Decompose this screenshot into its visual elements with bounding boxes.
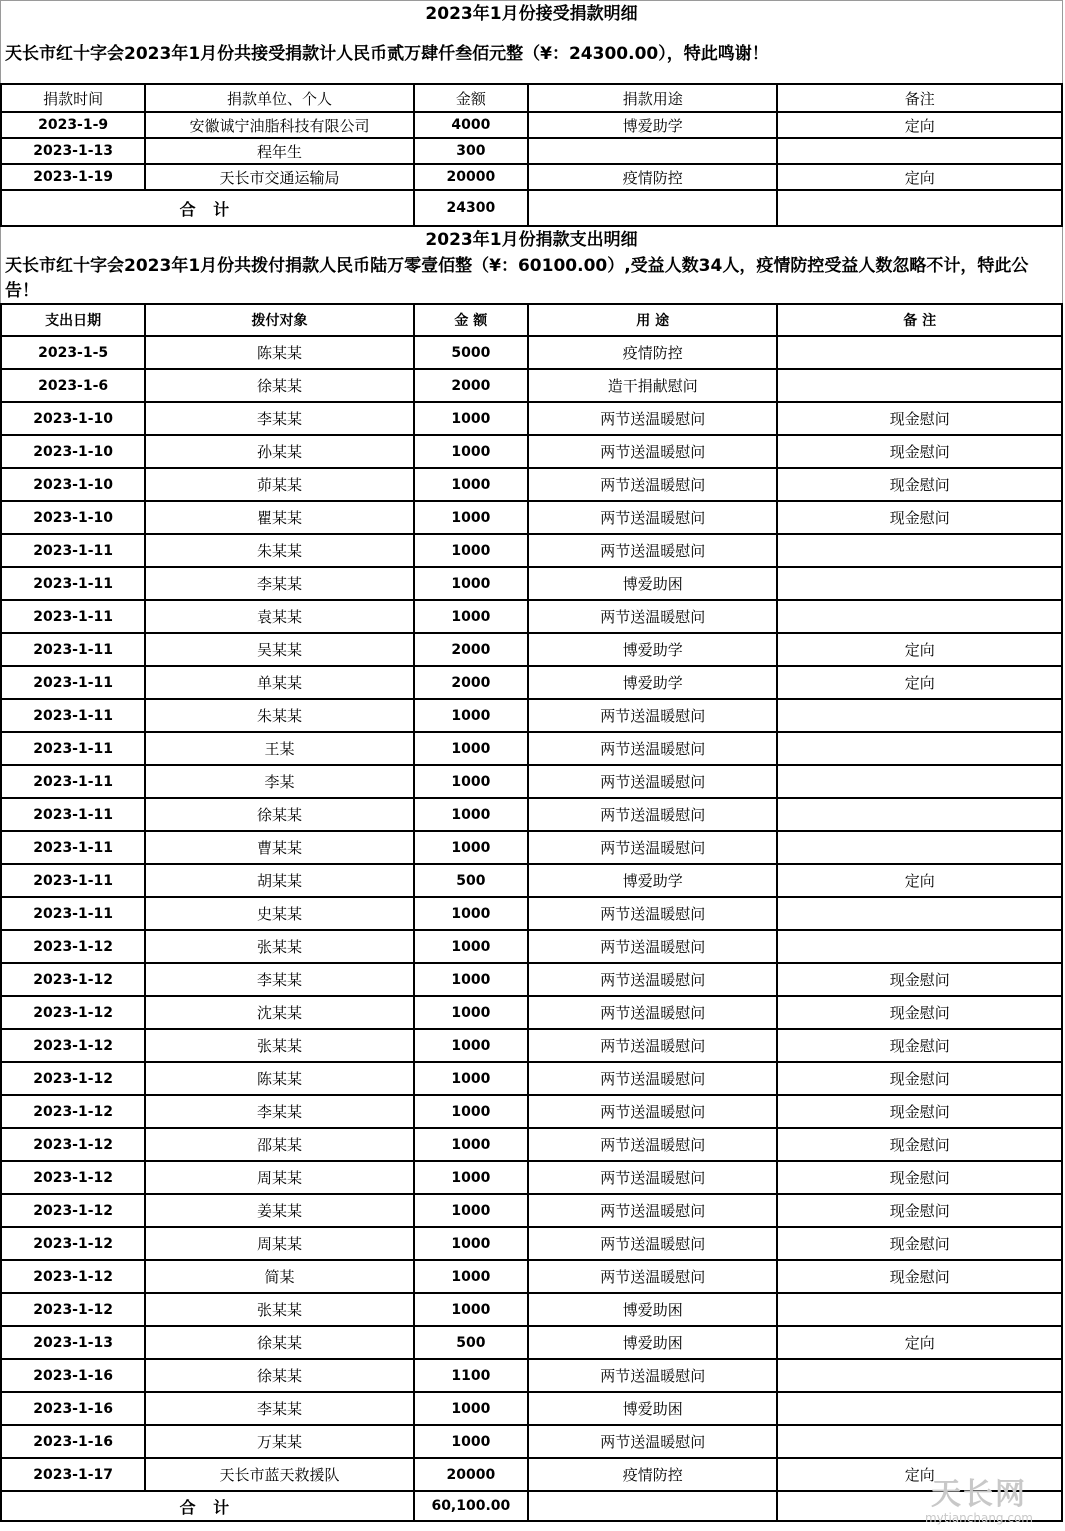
table-cell: 周某某 [145,1227,414,1260]
table-cell: 2023-1-6 [1,369,145,402]
table-cell: 李某某 [145,1392,414,1425]
table-cell: 张某某 [145,1293,414,1326]
table-cell: 1000 [414,534,528,567]
table-row [1,996,1062,1029]
table-cell: 20000 [414,164,528,190]
table-cell: 2023-1-12 [1,996,145,1029]
table-cell: 2023-1-16 [1,1425,145,1458]
table-cell: 1000 [414,930,528,963]
table-row [1,534,1062,567]
table-row [1,1095,1062,1128]
header-cell: 备注 [777,84,1062,112]
table-cell: 两节送温暖慰问 [528,1194,777,1227]
table-cell: 1000 [414,1128,528,1161]
table-cell: 现金慰问 [777,1194,1062,1227]
table-cell: 两节送温暖慰问 [528,996,777,1029]
table-cell: 2023-1-12 [1,1260,145,1293]
table-cell: 博爱助学 [528,666,777,699]
table-cell: 2023-1-11 [1,666,145,699]
table-cell: 疫情防控 [528,336,777,369]
table-cell: 疫情防控 [528,1458,777,1491]
header-cell: 用 途 [528,304,777,336]
received-table [0,83,1063,227]
table-row [1,1029,1062,1062]
table-cell [777,1359,1062,1392]
table-cell: 1000 [414,1227,528,1260]
table-cell: 2023-1-13 [1,138,145,164]
table-cell: 1000 [414,567,528,600]
table-cell: 李某某 [145,963,414,996]
table-cell: 两节送温暖慰问 [528,1062,777,1095]
table-row [1,600,1062,633]
table-cell: 2023-1-11 [1,534,145,567]
table-cell: 朱某某 [145,699,414,732]
table-cell: 1000 [414,1062,528,1095]
table-cell: 2023-1-12 [1,1062,145,1095]
header-cell: 捐款单位、个人 [145,84,414,112]
table-cell [777,534,1062,567]
table-cell: 两节送温暖慰问 [528,1227,777,1260]
table-cell: 两节送温暖慰问 [528,1128,777,1161]
table-cell: 茆某某 [145,468,414,501]
table-cell: 1000 [414,963,528,996]
table-cell [777,1293,1062,1326]
table-cell: 1100 [414,1359,528,1392]
table-row [1,138,1062,164]
table-cell: 现金慰问 [777,435,1062,468]
table-row [1,732,1062,765]
table-cell: 现金慰问 [777,1260,1062,1293]
table-row [1,666,1062,699]
table-cell: 现金慰问 [777,1095,1062,1128]
table-cell: 2023-1-5 [1,336,145,369]
table-cell [777,336,1062,369]
table-cell: 2023-1-11 [1,765,145,798]
table-cell: 周某某 [145,1161,414,1194]
table-cell: 2023-1-16 [1,1359,145,1392]
table-row [1,864,1062,897]
table-cell: 两节送温暖慰问 [528,831,777,864]
table-cell: 1000 [414,996,528,1029]
table-cell: 吴某某 [145,633,414,666]
table-cell: 两节送温暖慰问 [528,534,777,567]
table-cell: 2023-1-11 [1,699,145,732]
header-cell: 备 注 [777,304,1062,336]
table-cell: 博爱助困 [528,567,777,600]
table-cell: 现金慰问 [777,501,1062,534]
table-cell: 胡某某 [145,864,414,897]
table-cell: 张某某 [145,930,414,963]
table-cell: 1000 [414,468,528,501]
table-cell: 1000 [414,1293,528,1326]
table-cell [777,1425,1062,1458]
table-cell [777,138,1062,164]
table-cell: 500 [414,1326,528,1359]
table-cell: 瞿某某 [145,501,414,534]
table-cell [777,369,1062,402]
header-cell: 金额 [414,84,528,112]
table-cell: 陈某某 [145,1062,414,1095]
table-cell: 1000 [414,501,528,534]
table-cell: 邵某某 [145,1128,414,1161]
table-row [1,336,1062,369]
table-cell: 两节送温暖慰问 [528,963,777,996]
table-row [1,963,1062,996]
table-row [1,402,1062,435]
table-cell: 4000 [414,112,528,138]
table-cell [777,1392,1062,1425]
table-cell: 1000 [414,1425,528,1458]
table-cell: 2023-1-19 [1,164,145,190]
table-cell: 500 [414,864,528,897]
header-cell: 拨付对象 [145,304,414,336]
table-cell: 2023-1-11 [1,732,145,765]
table-cell: 李某 [145,765,414,798]
table-row [1,1392,1062,1425]
table-row [1,1293,1062,1326]
table-cell: 沈某某 [145,996,414,1029]
table-cell [777,930,1062,963]
received-total-row [1,190,1062,226]
table-cell: 2023-1-11 [1,831,145,864]
table-cell: 两节送温暖慰问 [528,699,777,732]
received-header-row [1,84,1062,112]
table-cell: 两节送温暖慰问 [528,765,777,798]
total-amount: 24300 [414,190,528,226]
table-cell: 袁某某 [145,600,414,633]
table-cell: 现金慰问 [777,1161,1062,1194]
empty-cell [777,190,1062,226]
table-row [1,633,1062,666]
table-cell: 王某 [145,732,414,765]
table-cell: 博爱助困 [528,1326,777,1359]
table-cell: 博爱助困 [528,1293,777,1326]
table-cell: 现金慰问 [777,1062,1062,1095]
table-row [1,765,1062,798]
table-cell: 定向 [777,1326,1062,1359]
table-cell: 徐某某 [145,1326,414,1359]
table-cell: 疫情防控 [528,164,777,190]
table-cell: 1000 [414,402,528,435]
table-row [1,567,1062,600]
table-cell: 2023-1-9 [1,112,145,138]
table-cell: 天长市蓝天救援队 [145,1458,414,1491]
table-cell: 2023-1-10 [1,435,145,468]
table-cell: 1000 [414,831,528,864]
table-cell: 两节送温暖慰问 [528,1095,777,1128]
table-cell: 1000 [414,1392,528,1425]
table-cell: 现金慰问 [777,1227,1062,1260]
table-cell: 天长市交通运输局 [145,164,414,190]
table-cell: 现金慰问 [777,468,1062,501]
table-cell: 2023-1-12 [1,930,145,963]
table-cell: 20000 [414,1458,528,1491]
table-cell: 孙某某 [145,435,414,468]
table-cell: 两节送温暖慰问 [528,1425,777,1458]
table-cell: 定向 [777,666,1062,699]
table-cell: 徐某某 [145,798,414,831]
table-cell: 简某 [145,1260,414,1293]
table-cell: 定向 [777,633,1062,666]
table-row [1,369,1062,402]
watermark-url: mytianchang.com [924,1511,1033,1525]
table-cell: 2023-1-11 [1,798,145,831]
table-cell: 2000 [414,633,528,666]
table-cell: 造干捐献慰问 [528,369,777,402]
table-cell: 李某某 [145,567,414,600]
table-cell: 博爱助学 [528,633,777,666]
table-cell: 1000 [414,897,528,930]
table-row [1,1326,1062,1359]
table-row [1,501,1062,534]
table-cell: 陈某某 [145,336,414,369]
table-cell: 曹某某 [145,831,414,864]
table-row [1,164,1062,190]
table-cell: 2023-1-10 [1,501,145,534]
total-label: 合 计 [1,190,414,226]
table-cell: 1000 [414,798,528,831]
site-watermark [899,1479,1059,1525]
table-cell: 两节送温暖慰问 [528,600,777,633]
table-cell: 朱某某 [145,534,414,567]
table-cell: 2023-1-12 [1,1293,145,1326]
table-cell: 2023-1-11 [1,567,145,600]
table-row [1,1425,1062,1458]
expenses-header-row [1,304,1062,336]
table-cell: 2023-1-12 [1,1161,145,1194]
expenses-title: 2023年1月份捐款支出明细 [0,227,1063,253]
header-cell: 金 额 [414,304,528,336]
table-cell: 1000 [414,765,528,798]
table-row [1,1128,1062,1161]
table-cell: 定向 [777,164,1062,190]
table-row [1,1359,1062,1392]
table-cell: 定向 [777,112,1062,138]
empty-cell [528,190,777,226]
table-cell: 1000 [414,600,528,633]
table-row [1,1161,1062,1194]
table-cell: 现金慰问 [777,1029,1062,1062]
table-row [1,930,1062,963]
table-cell: 两节送温暖慰问 [528,468,777,501]
received-notice: 天长市红十字会2023年1月份共接受捐款计人民币贰万肆仟叁佰元整（¥：24300.00），特此鸣谢！ [0,26,1063,83]
table-cell: 两节送温暖慰问 [528,1029,777,1062]
table-cell: 2000 [414,369,528,402]
table-cell: 姜某某 [145,1194,414,1227]
table-cell: 2023-1-13 [1,1326,145,1359]
table-cell: 万某某 [145,1425,414,1458]
header-cell: 支出日期 [1,304,145,336]
table-cell [777,798,1062,831]
table-cell: 1000 [414,1095,528,1128]
table-cell: 2023-1-12 [1,1227,145,1260]
table-cell: 程年生 [145,138,414,164]
table-cell: 2023-1-11 [1,897,145,930]
table-cell: 徐某某 [145,1359,414,1392]
table-cell: 两节送温暖慰问 [528,1260,777,1293]
header-cell: 捐款时间 [1,84,145,112]
table-cell: 两节送温暖慰问 [528,1359,777,1392]
table-cell: 2023-1-12 [1,1029,145,1062]
table-cell: 张某某 [145,1029,414,1062]
table-cell: 徐某某 [145,369,414,402]
total-label: 合 计 [1,1491,414,1521]
table-cell: 2023-1-12 [1,1194,145,1227]
table-cell: 2023-1-12 [1,1095,145,1128]
table-cell: 300 [414,138,528,164]
expenses-notice: 天长市红十字会2023年1月份共拨付捐款人民币陆万零壹佰整（¥：60100.00）,受益人数34人，疫情防控受益人数忽略不计，特此公告！ [0,253,1063,303]
table-cell: 现金慰问 [777,963,1062,996]
table-cell: 2023-1-11 [1,633,145,666]
table-cell: 李某某 [145,402,414,435]
table-cell: 博爱助学 [528,112,777,138]
table-cell: 两节送温暖慰问 [528,501,777,534]
table-cell: 1000 [414,435,528,468]
table-cell: 李某某 [145,1095,414,1128]
table-cell: 1000 [414,732,528,765]
table-cell: 定向 [777,864,1062,897]
table-cell: 两节送温暖慰问 [528,897,777,930]
table-cell: 史某某 [145,897,414,930]
table-cell: 两节送温暖慰问 [528,798,777,831]
table-cell: 安徽诚宁油脂科技有限公司 [145,112,414,138]
table-cell [777,732,1062,765]
header-cell: 捐款用途 [528,84,777,112]
table-cell: 两节送温暖慰问 [528,435,777,468]
table-cell: 1000 [414,699,528,732]
table-row [1,112,1062,138]
table-cell: 两节送温暖慰问 [528,930,777,963]
table-row [1,798,1062,831]
table-cell: 单某某 [145,666,414,699]
table-cell: 博爱助困 [528,1392,777,1425]
table-cell: 2023-1-12 [1,963,145,996]
table-row [1,1194,1062,1227]
table-cell: 2023-1-11 [1,864,145,897]
table-cell: 两节送温暖慰问 [528,402,777,435]
table-cell: 定向 [777,1458,1062,1491]
table-row [1,468,1062,501]
table-cell [777,567,1062,600]
table-cell: 现金慰问 [777,1128,1062,1161]
empty-cell [528,1491,777,1521]
watermark-logo: 天长网 [931,1477,1027,1512]
table-cell: 现金慰问 [777,996,1062,1029]
table-cell: 1000 [414,1260,528,1293]
table-cell: 两节送温暖慰问 [528,732,777,765]
table-row [1,1260,1062,1293]
table-row [1,435,1062,468]
table-cell: 1000 [414,1194,528,1227]
table-cell: 5000 [414,336,528,369]
table-cell [777,897,1062,930]
table-cell [777,699,1062,732]
table-cell: 两节送温暖慰问 [528,1161,777,1194]
table-cell: 1000 [414,1161,528,1194]
table-row [1,699,1062,732]
table-row [1,897,1062,930]
total-amount: 60,100.00 [414,1491,528,1521]
received-title: 2023年1月份接受捐款明细 [0,0,1063,26]
table-row [1,1227,1062,1260]
table-cell: 2000 [414,666,528,699]
table-cell: 2023-1-12 [1,1128,145,1161]
table-cell: 2023-1-11 [1,600,145,633]
expenses-table [0,303,1063,1522]
table-row [1,831,1062,864]
table-cell: 2023-1-10 [1,468,145,501]
table-cell [528,138,777,164]
table-cell: 1000 [414,1029,528,1062]
table-cell [777,600,1062,633]
table-cell: 2023-1-10 [1,402,145,435]
table-cell: 2023-1-17 [1,1458,145,1491]
table-row [1,1062,1062,1095]
table-cell: 2023-1-16 [1,1392,145,1425]
table-cell: 现金慰问 [777,402,1062,435]
table-cell: 博爱助学 [528,864,777,897]
table-cell [777,765,1062,798]
table-cell [777,831,1062,864]
